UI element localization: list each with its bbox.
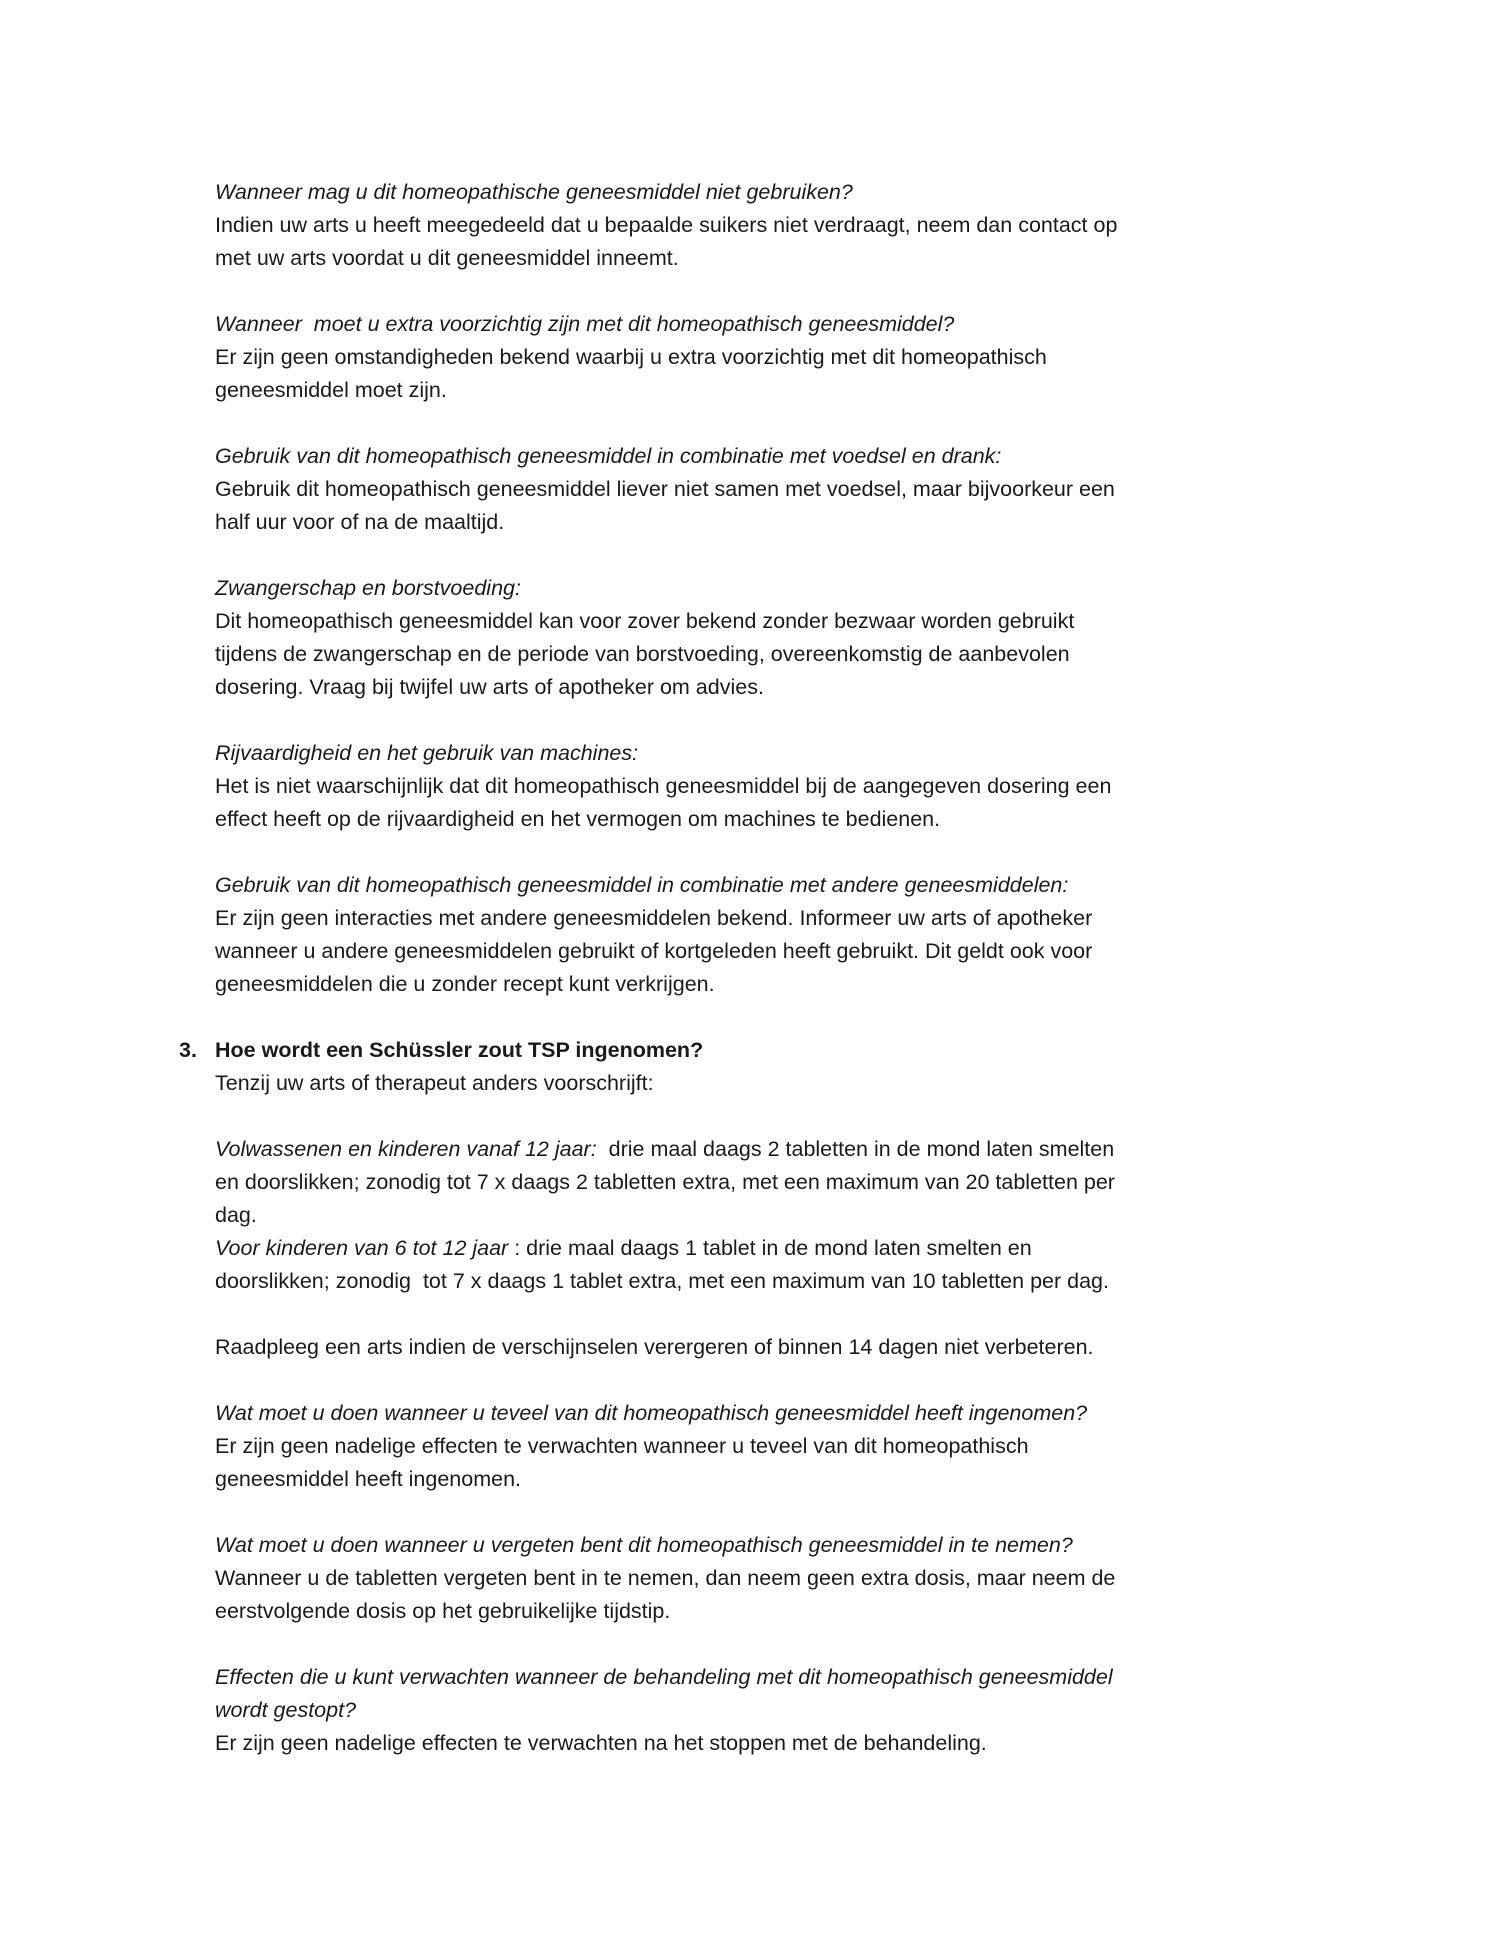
para-zwangerschap-line-2 — [215, 605, 1434, 638]
para-voedsel-en-drank — [215, 440, 1434, 539]
para-zwangerschap-line-4 — [215, 671, 1434, 704]
body-text: Er zijn geen omstandigheden bekend waarbij u extra voorzichtig met dit homeopathisch — [215, 345, 1047, 369]
body-text: effect heeft op de rijvaardigheid en het vermogen om machines te bedienen. — [215, 807, 941, 831]
body-text: Er zijn geen interacties met andere geneesmiddelen bekend. Informeer uw arts of apotheker — [215, 906, 1093, 930]
italic-text: Zwangerschap en borstvoeding: — [215, 576, 521, 600]
para-niet-gebruiken-line-3 — [215, 242, 1434, 275]
body-text: tijdens de zwangerschap en de periode van borstvoeding, overeenkomstig de aanbevolen — [215, 642, 1070, 666]
para-andere-geneesmiddelen-line-1 — [215, 869, 1434, 902]
para-dosering-line-2 — [215, 1166, 1434, 1199]
body-text: Wanneer u de tabletten vergeten bent in te nemen, dan neem geen extra dosis, maar neem de — [215, 1566, 1116, 1590]
para-dosering-line-3 — [215, 1199, 1434, 1232]
para-dosering-line-4 — [215, 1232, 1434, 1265]
body-text: half uur voor of na de maaltijd. — [215, 510, 505, 534]
body-text: met uw arts voordat u dit geneesmiddel inneemt. — [215, 246, 679, 270]
para-vergeten-in-te-nemen-line-2 — [215, 1562, 1434, 1595]
para-extra-voorzichtig-line-2 — [215, 341, 1434, 374]
italic-text: Wanneer moet u extra voorzichtig zijn met dit homeopathisch geneesmiddel? — [215, 312, 955, 336]
bold-heading-text: Hoe wordt een Schüssler zout TSP ingenomen? — [215, 1038, 704, 1062]
body-text: drie maal daags 2 tabletten in de mond laten smelten — [596, 1137, 1115, 1161]
italic-text: Effecten die u kunt verwachten wanneer de behandeling met dit homeopathisch geneesmiddel — [215, 1665, 1113, 1689]
italic-text: Volwassenen en kinderen vanaf 12 jaar: — [215, 1137, 597, 1161]
para-niet-gebruiken-line-2 — [215, 209, 1434, 242]
italic-text: Wat moet u doen wanneer u teveel van dit homeopathisch geneesmiddel heeft ingenomen? — [215, 1401, 1088, 1425]
body-text: Raadpleeg een arts indien de verschijnselen verergeren of binnen 14 dagen niet verbeteren. — [215, 1335, 1094, 1359]
para-teveel-ingenomen-line-2 — [215, 1430, 1434, 1463]
body-text: en doorslikken; zonodig tot 7 x daags 2 tabletten extra, met een maximum van 20 tabletten per — [215, 1170, 1115, 1194]
section-3-heading-line-1 — [179, 1034, 1434, 1067]
para-extra-voorzichtig-line-1 — [215, 308, 1434, 341]
para-voedsel-en-drank-line-1 — [215, 440, 1434, 473]
body-text: dosering. Vraag bij twijfel uw arts of apotheker om advies. — [215, 675, 764, 699]
body-text: Er zijn geen nadelige effecten te verwachten wanneer u teveel van dit homeopathisch — [215, 1434, 1029, 1458]
para-dosering-line-1 — [215, 1133, 1434, 1166]
para-zwangerschap-line-1 — [215, 572, 1434, 605]
para-behandeling-gestopt-line-1 — [215, 1661, 1434, 1694]
body-text: dag. — [215, 1203, 257, 1227]
body-text: Er zijn geen nadelige effecten te verwachten na het stoppen met de behandeling. — [215, 1731, 987, 1755]
para-extra-voorzichtig-line-3 — [215, 374, 1434, 407]
para-teveel-ingenomen — [215, 1397, 1434, 1496]
para-dosering — [215, 1133, 1434, 1298]
body-text: Het is niet waarschijnlijk dat dit homeopathisch geneesmiddel bij de aangegeven dosering een — [215, 774, 1112, 798]
para-niet-gebruiken-line-1 — [215, 176, 1434, 209]
body-text: Indien uw arts u heeft meegedeeld dat u bepaalde suikers niet verdraagt, neem dan contact op — [215, 213, 1118, 237]
body-text: Tenzij uw arts of therapeut anders voorschrijft: — [215, 1071, 654, 1095]
para-zwangerschap — [215, 572, 1434, 704]
para-extra-voorzichtig — [215, 308, 1434, 407]
para-behandeling-gestopt-line-3 — [215, 1727, 1434, 1760]
body-text: wanneer u andere geneesmiddelen gebruikt of kortgeleden heeft gebruikt. Dit geldt ook voor — [215, 939, 1093, 963]
para-andere-geneesmiddelen-line-4 — [215, 968, 1434, 1001]
body-text: geneesmiddel heeft ingenomen. — [215, 1467, 521, 1491]
para-vergeten-in-te-nemen — [215, 1529, 1434, 1628]
para-rijvaardigheid-line-1 — [215, 737, 1434, 770]
para-andere-geneesmiddelen — [215, 869, 1434, 1001]
para-behandeling-gestopt-line-2 — [215, 1694, 1434, 1727]
body-text: Gebruik dit homeopathisch geneesmiddel liever niet samen met voedsel, maar bijvoorkeur een — [215, 477, 1115, 501]
italic-text: Voor kinderen van 6 tot 12 jaar — [215, 1236, 509, 1260]
italic-text: Wanneer mag u dit homeopathische geneesmiddel niet gebruiken? — [215, 180, 853, 204]
para-teveel-ingenomen-line-1 — [215, 1397, 1434, 1430]
body-text: eerstvolgende dosis op het gebruikelijke tijdstip. — [215, 1599, 671, 1623]
para-voedsel-en-drank-line-3 — [215, 506, 1434, 539]
body-text: : drie maal daags 1 tablet in de mond laten smelten en — [508, 1236, 1032, 1260]
para-raadpleeg-arts — [215, 1331, 1434, 1364]
italic-text: Gebruik van dit homeopathisch geneesmiddel in combinatie met voedsel en drank: — [215, 444, 1002, 468]
italic-text: Wat moet u doen wanneer u vergeten bent dit homeopathisch geneesmiddel in te nemen? — [215, 1533, 1073, 1557]
para-rijvaardigheid — [215, 737, 1434, 836]
para-voedsel-en-drank-line-2 — [215, 473, 1434, 506]
para-rijvaardigheid-line-2 — [215, 770, 1434, 803]
para-rijvaardigheid-line-3 — [215, 803, 1434, 836]
body-text: doorslikken; zonodig tot 7 x daags 1 tablet extra, met een maximum van 10 tabletten per dag. — [215, 1269, 1109, 1293]
body-text: Dit homeopathisch geneesmiddel kan voor zover bekend zonder bezwaar worden gebruikt — [215, 609, 1075, 633]
para-vergeten-in-te-nemen-line-1 — [215, 1529, 1434, 1562]
section-3-heading — [179, 1034, 1434, 1100]
para-teveel-ingenomen-line-3 — [215, 1463, 1434, 1496]
body-text: geneesmiddel moet zijn. — [215, 378, 447, 402]
leaflet-text-body — [179, 176, 1434, 1793]
list-number: 3. — [179, 1038, 197, 1062]
para-behandeling-gestopt — [215, 1661, 1434, 1760]
para-andere-geneesmiddelen-line-2 — [215, 902, 1434, 935]
para-zwangerschap-line-3 — [215, 638, 1434, 671]
section-3-heading-line-2 — [215, 1067, 1434, 1100]
italic-text: Gebruik van dit homeopathisch geneesmiddel in combinatie met andere geneesmiddelen: — [215, 873, 1069, 897]
para-andere-geneesmiddelen-line-3 — [215, 935, 1434, 968]
para-vergeten-in-te-nemen-line-3 — [215, 1595, 1434, 1628]
para-niet-gebruiken — [215, 176, 1434, 275]
para-dosering-line-5 — [215, 1265, 1434, 1298]
italic-text: wordt gestopt? — [215, 1698, 357, 1722]
para-raadpleeg-arts-line-1 — [215, 1331, 1434, 1364]
body-text: geneesmiddelen die u zonder recept kunt verkrijgen. — [215, 972, 715, 996]
italic-text: Rijvaardigheid en het gebruik van machines: — [215, 741, 639, 765]
